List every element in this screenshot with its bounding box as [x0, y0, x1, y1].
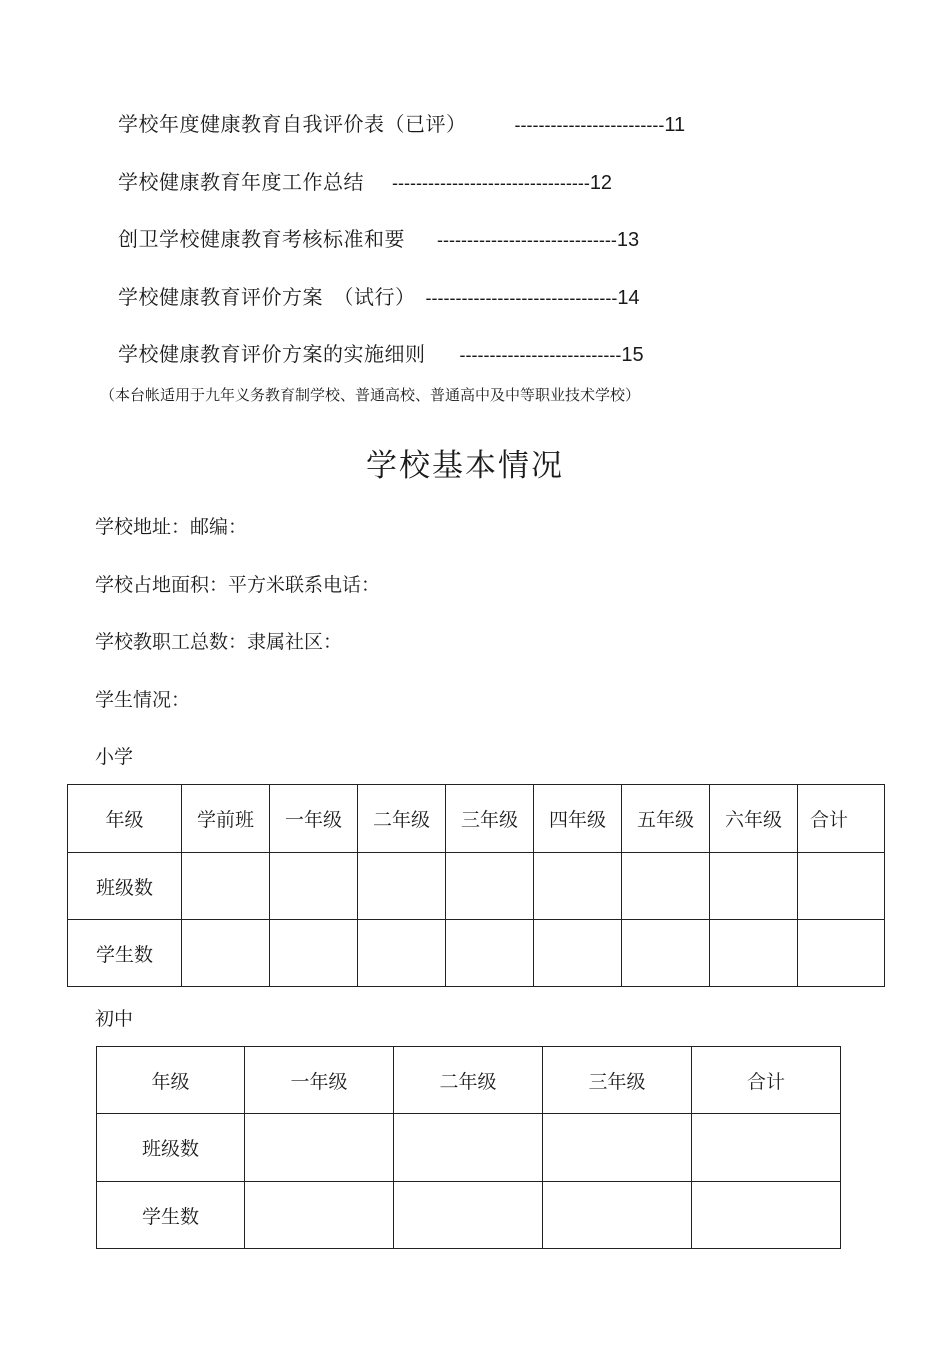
header-cell: 一年级 — [270, 785, 358, 853]
table-cell[interactable] — [710, 920, 798, 987]
table-cell[interactable] — [270, 853, 358, 920]
toc-page-number: 12 — [589, 172, 613, 194]
toc-title: 学校健康教育年度工作总结 — [118, 170, 364, 194]
table-cell[interactable] — [394, 1182, 543, 1249]
header-cell: 四年级 — [534, 785, 622, 853]
table-row — [68, 853, 885, 920]
table-cell[interactable] — [394, 1114, 543, 1182]
header-cell: 二年级 — [394, 1047, 543, 1114]
header-cell: 年级 — [97, 1047, 245, 1114]
table-cell[interactable] — [692, 1114, 841, 1182]
toc-page-number: 11 — [664, 114, 686, 136]
table-cell[interactable] — [692, 1182, 841, 1249]
table-cell[interactable] — [182, 920, 270, 987]
row-label: 班级数 — [97, 1114, 245, 1182]
header-cell: 年级 — [68, 785, 182, 853]
row-label: 班级数 — [68, 853, 182, 920]
school-staff-field: 学校教职工总数：隶属社区： — [95, 631, 343, 653]
table-row — [68, 920, 885, 987]
header-cell: 合计 — [692, 1047, 841, 1114]
toc-title: 学校健康教育评价方案 （试行） — [118, 285, 416, 309]
row-label: 学生数 — [68, 920, 182, 987]
toc-leader: -------------------------------- — [425, 288, 618, 308]
table-cell[interactable] — [534, 853, 622, 920]
header-cell: 三年级 — [446, 785, 534, 853]
table-cell[interactable] — [710, 853, 798, 920]
applicability-note: （本台帐适用于九年义务教育制学校、普通高校、普通高中及中等职业技术学校） — [100, 386, 641, 404]
table-cell[interactable] — [446, 920, 534, 987]
toc-title: 学校年度健康教育自我评价表（已评） — [118, 112, 467, 136]
header-cell: 合计 — [798, 785, 885, 853]
table-cell[interactable] — [798, 853, 885, 920]
table-cell[interactable] — [358, 853, 446, 920]
primary-school-table — [67, 784, 885, 987]
page-title: 学校基本情况 — [366, 448, 564, 484]
table-cell[interactable] — [798, 920, 885, 987]
toc-entry-12 — [118, 166, 612, 195]
table-cell[interactable] — [543, 1182, 692, 1249]
table-cell[interactable] — [270, 920, 358, 987]
table-cell[interactable] — [245, 1114, 394, 1182]
table-cell[interactable] — [182, 853, 270, 920]
toc-leader: --------------------------- — [459, 345, 622, 365]
junior-school-label: 初中 — [95, 1008, 134, 1030]
table-cell[interactable] — [358, 920, 446, 987]
toc-entry-15 — [118, 338, 644, 367]
toc-page-number: 14 — [617, 287, 640, 309]
header-cell: 一年级 — [245, 1047, 394, 1114]
header-cell: 二年级 — [358, 785, 446, 853]
toc-title: 学校健康教育评价方案的实施细则 — [118, 342, 426, 366]
table-cell[interactable] — [245, 1182, 394, 1249]
header-cell: 六年级 — [710, 785, 798, 853]
table-cell[interactable] — [622, 853, 710, 920]
table-row — [97, 1182, 841, 1249]
table-header-row — [97, 1047, 841, 1114]
toc-entry-11 — [118, 108, 685, 137]
toc-leader: ------------------------- — [514, 115, 665, 135]
header-cell: 学前班 — [182, 785, 270, 853]
toc-leader: ------------------------------ — [437, 230, 617, 250]
header-cell: 三年级 — [543, 1047, 692, 1114]
toc-title: 创卫学校健康教育考核标准和要 — [118, 227, 405, 251]
toc-entry-13 — [118, 223, 639, 252]
header-cell: 五年级 — [622, 785, 710, 853]
table-cell[interactable] — [534, 920, 622, 987]
table-cell[interactable] — [446, 853, 534, 920]
table-header-row — [68, 785, 885, 853]
toc-entry-14 — [118, 281, 640, 310]
toc-page-number: 15 — [621, 344, 644, 366]
table-cell[interactable] — [543, 1114, 692, 1182]
junior-school-table — [96, 1046, 841, 1249]
table-cell[interactable] — [622, 920, 710, 987]
primary-school-label: 小学 — [95, 746, 134, 768]
school-area-field: 学校占地面积：平方米联系电话： — [95, 574, 381, 596]
toc-leader: --------------------------------- — [392, 173, 590, 193]
student-info-label: 学生情况： — [95, 689, 191, 711]
school-address-field: 学校地址：邮编： — [95, 516, 248, 538]
row-label: 学生数 — [97, 1182, 245, 1249]
toc-page-number: 13 — [616, 229, 640, 251]
table-row — [97, 1114, 841, 1182]
